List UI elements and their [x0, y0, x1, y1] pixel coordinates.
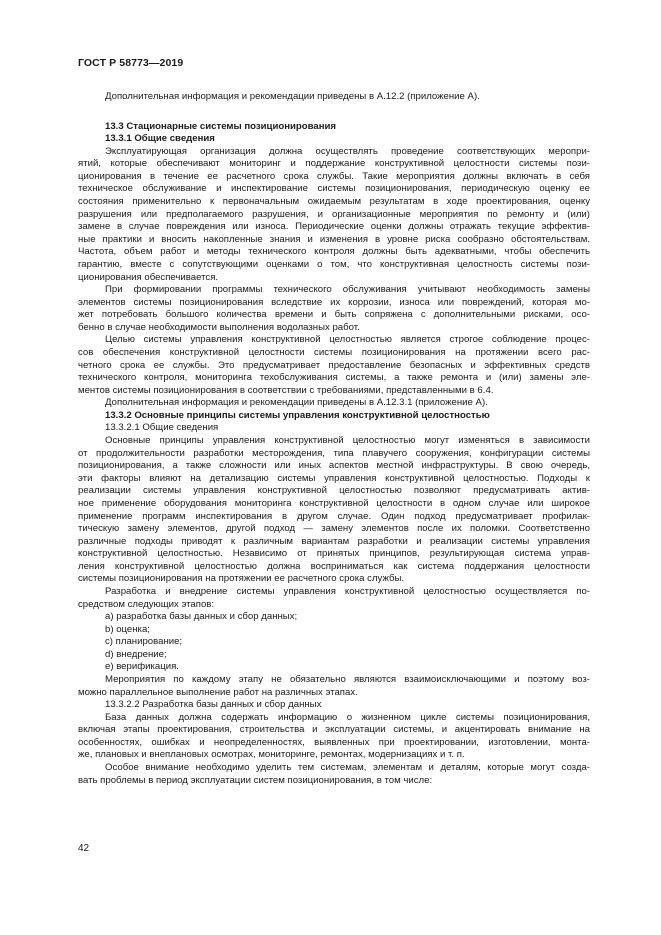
clause-heading: 13.3.2.1 Общие сведения [105, 422, 219, 434]
page-number: 42 [78, 843, 90, 854]
text-line: элементов системы позиционирования вследствие их коррозии, износа или повреждений, которая мо- [78, 296, 590, 308]
page-body [78, 91, 590, 787]
text-line: особенностях, ошибках и неопределенностях, выявленных при проектировании, изготовлении, монта- [78, 736, 590, 748]
text-line: ные практики и вносить накопленные знания и изменения в уровне риска сообразно обстоятельствам. [78, 233, 590, 245]
text-line: ментов системы позиционирования в соответствии с требованиями, представленными в 6.4. [78, 384, 494, 396]
text-line: четного срока ее службы. Это предусматривает предоставление безопасных и эффективных средств [78, 359, 590, 371]
text-line: различные подходы приводят к различным вариантам разработки и реализации системы управления [78, 535, 590, 547]
text-line: можно параллельное выполнение работ на различных этапах. [78, 686, 358, 698]
text-line: разрушения или предполагаемого разрушения, и организационные мероприятия по ремонту и (или) [78, 208, 590, 220]
text-line: замене в случае повреждения или износа. Периодические оценки должны отражать текущие эффектив- [78, 221, 590, 233]
text-line: При формировании программы технического обслуживания учитывают необходимость замены [105, 284, 590, 296]
text-line: жет потребовать большого количества времени и быть сопряжена с дополнительными рисками, осо- [78, 309, 590, 321]
text-line: включая этапы проектирования, строительства и эксплуатации системы, и акцентировать внимание на [78, 724, 590, 736]
text-line: Мероприятия по каждому этапу не обязательно являются взаимоисключающими и поэтому воз- [105, 674, 590, 686]
text-line: гарантию, вместе с сопутствующими оценками о том, что конструктивная целостность системы пози- [78, 258, 590, 270]
list-item: e) верификация. [105, 661, 179, 673]
text-line: Дополнительная информация и рекомендации приведены в А.12.2 (приложение А). [105, 91, 480, 102]
text-line: системы позиционирования на протяжении ее расчетного срока службы. [78, 573, 405, 585]
list-item: a) разработка базы данных и сбор данных; [105, 611, 298, 623]
subsection-heading: 13.3.1 Общие сведения [105, 133, 215, 145]
section-heading: 13.3 Стационарные системы позиционирования [105, 120, 337, 132]
text-line: ное применение оборудования мониторинга конструктивной целостности в одном случае или широкое [78, 497, 590, 509]
text-line: бенно в случае необходимости выполнения водолазных работ. [78, 321, 360, 333]
text-line: ционирования обеспечивается. [78, 271, 219, 283]
text-line: средством следующих этапов: [78, 598, 215, 610]
list-item: c) планирование; [105, 636, 183, 648]
text-line: Целью системы управления конструктивной целостностью является строгое соблюдение процес- [105, 334, 590, 346]
text-line: эти факторы влияют на детализацию системы управления конструктивной целостностью. Подходы к [78, 472, 590, 484]
text-line: сов обеспечения конструктивной целостности системы позиционирования на протяжении всего рас- [78, 346, 590, 358]
document-code: ГОСТ Р 58773—2019 [78, 57, 184, 69]
spacer [78, 104, 590, 121]
text-line: же, плановых и внеплановых осмотрах, мониторинге, ремонтах, модернизациях и т. п. [78, 749, 465, 761]
text-line: Дополнительная информация и рекомендации приведены в А.12.3.1 (приложение А). [105, 397, 488, 409]
list-item: b) оценка; [105, 623, 150, 635]
text-line: Разработка и внедрение системы управления конструктивной целостностью осуществляется по- [105, 585, 590, 597]
text-line: конструктивной целостностью. Независимо от принятых принципов, результирующая система управ- [78, 548, 590, 560]
text-line: техническое обслуживание и инспектирование системы позиционирования, периодическую оценку ее [78, 183, 590, 195]
clause-heading: 13.3.2.2 Разработка базы данных и сбор данных [105, 699, 322, 711]
text-line: Частота, объем работ и методы технического контроля должны быть адекватными, чтобы обеспечить [78, 246, 590, 258]
text-line: ления конструктивной целостностью должна восприниматься как система поддержания целостности [78, 560, 590, 572]
text-line: База данных должна содержать информацию о жизненном цикле системы позиционирования, [105, 711, 590, 723]
subsection-heading: 13.3.2 Основные принципы системы управления конструктивной целостностью [105, 409, 490, 421]
list-item: d) внедрение; [105, 648, 167, 660]
text-line: вать проблемы в период эксплуатации систем позиционирования, в том числе: [78, 774, 433, 786]
text-line: ятий, которые обеспечивают мониторинг и поддержание конструктивной целостности системы пози- [78, 158, 590, 170]
text-line: технического контроля, мониторинга техобслуживания системы, а также ремонта и (или) замены эле- [78, 372, 590, 384]
text-line: тическую замену элементов, другой подход — замену элементов после их поломки. Соответственно [78, 523, 590, 535]
text-line: позиционирования, а также сложности или иных аспектов местной инфраструктуры. В свою очередь, [78, 460, 590, 472]
text-line: ционирования в течение ее расчетного срока службы. Такие мероприятия должны включать в себя [78, 170, 590, 182]
text-line: Основные принципы управления конструктивной целостностью могут изменяться в зависимости [105, 435, 590, 447]
text-line: Эксплуатирующая организация должна осуществлять проведение соответствующих меропри- [105, 145, 590, 157]
text-line: реализации системы управления конструктивной целостностью позволяют предусматривать актив- [78, 485, 590, 497]
text-line: Особое внимание необходимо уделить тем системам, элементам и деталям, которые могут созда- [105, 762, 590, 774]
text-line: применение программ инспектирования в другом случае. Один подход предусматривает профилак- [78, 510, 590, 522]
text-line: состояния применительно к первоначальным ожидаемым результатам в ходе проектирования, оценку [78, 196, 590, 208]
text-line: от продолжительности разработки месторождения, типа плавучего сооружения, конфигурации системы [78, 447, 590, 459]
